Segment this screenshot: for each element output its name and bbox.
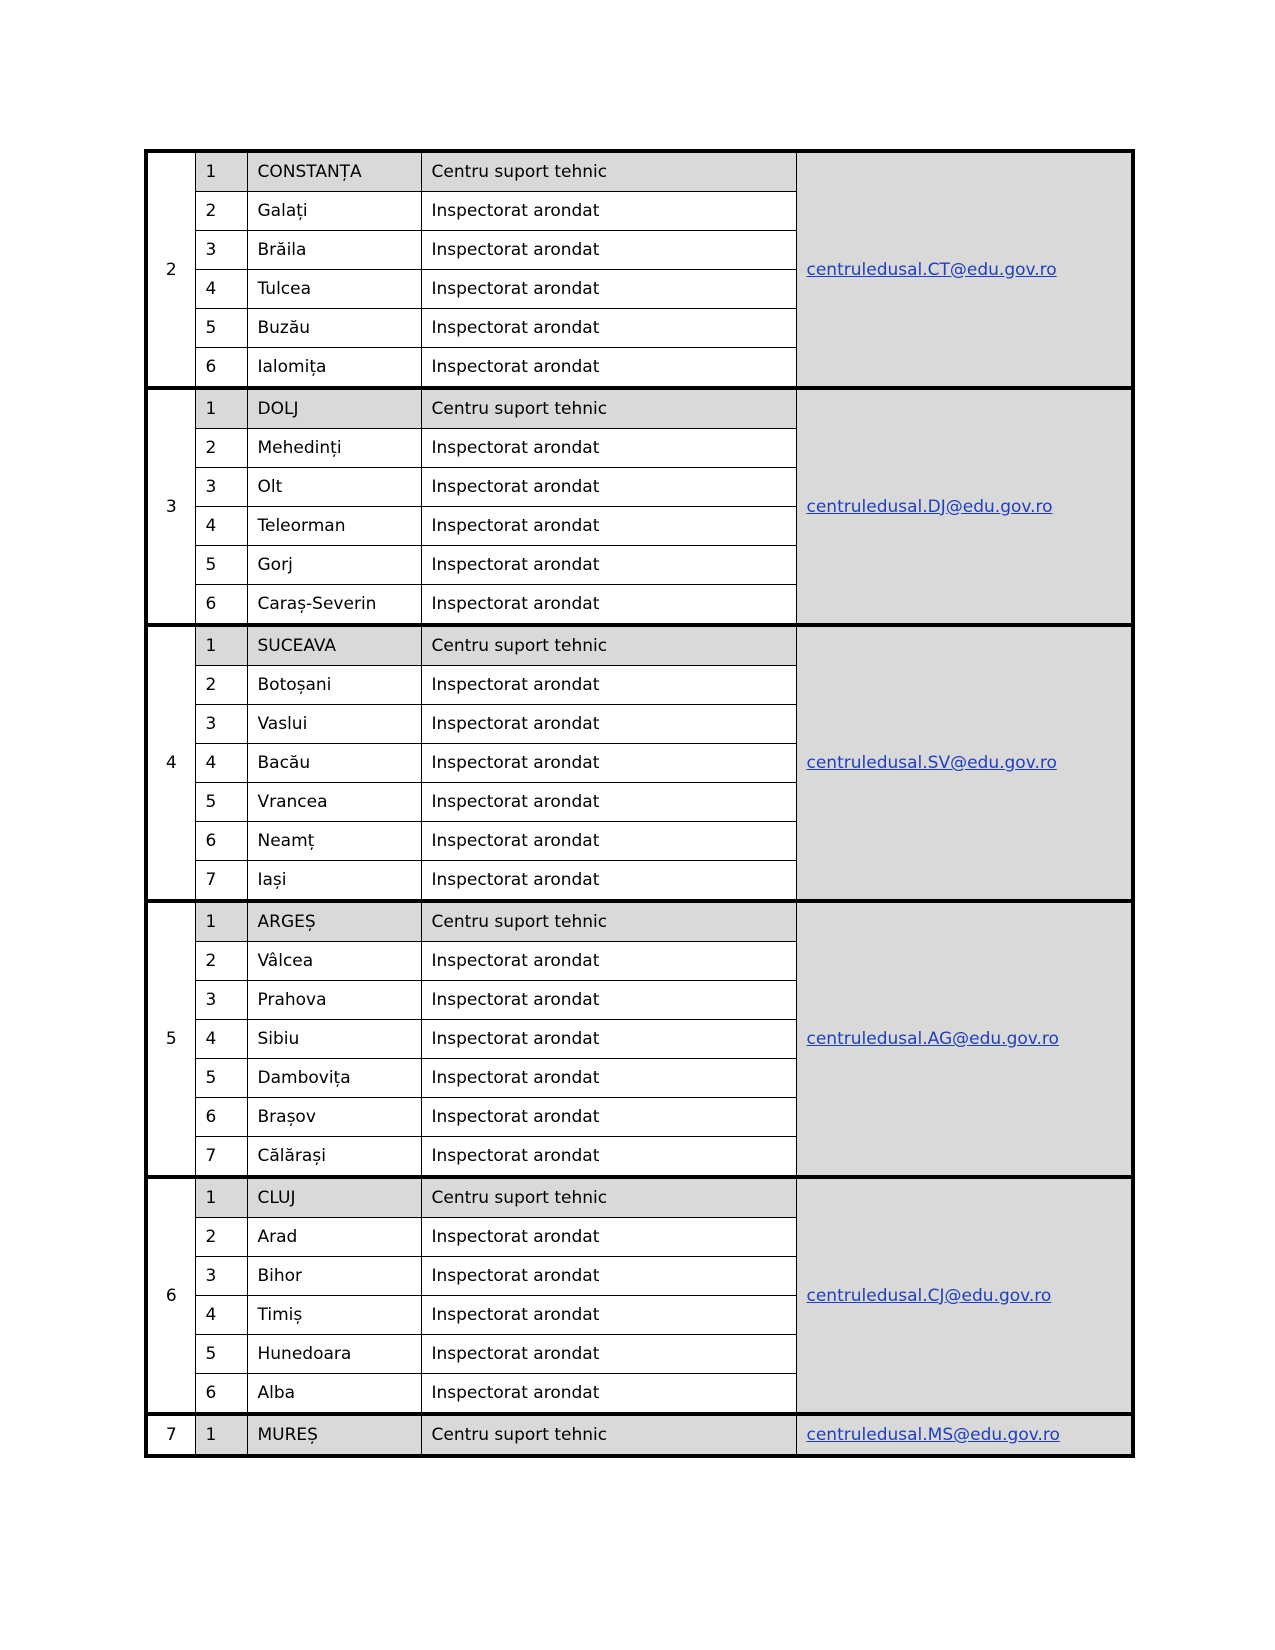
row-number: 4 (195, 270, 247, 309)
county-name: Tulcea (247, 270, 421, 309)
email-link[interactable]: centruledusal.AG@edu.gov.ro (806, 1029, 1059, 1049)
county-name: Bacău (247, 744, 421, 783)
county-name: Timiș (247, 1296, 421, 1335)
county-name: Buzău (247, 309, 421, 348)
role-label: Centru suport tehnic (421, 1414, 796, 1456)
county-name: Caraș-Severin (247, 585, 421, 626)
county-name: Galați (247, 192, 421, 231)
county-name: MUREȘ (247, 1414, 421, 1456)
region-number: 5 (146, 901, 195, 1177)
row-number: 4 (195, 744, 247, 783)
county-name: Neamț (247, 822, 421, 861)
role-label: Inspectorat arondat (421, 348, 796, 389)
county-name: Vrancea (247, 783, 421, 822)
region-number: 4 (146, 625, 195, 901)
role-label: Inspectorat arondat (421, 192, 796, 231)
table-row (146, 901, 1133, 942)
row-number: 3 (195, 981, 247, 1020)
role-label: Inspectorat arondat (421, 585, 796, 626)
role-label: Inspectorat arondat (421, 1098, 796, 1137)
table-row (146, 151, 1133, 192)
table-row (146, 388, 1133, 429)
county-name: ARGEȘ (247, 901, 421, 942)
row-number: 7 (195, 861, 247, 902)
county-name: Gorj (247, 546, 421, 585)
role-label: Inspectorat arondat (421, 546, 796, 585)
row-number: 2 (195, 666, 247, 705)
county-name: Vâlcea (247, 942, 421, 981)
row-number: 3 (195, 468, 247, 507)
county-name: DOLJ (247, 388, 421, 429)
email-link[interactable]: centruledusal.CT@edu.gov.ro (806, 259, 1057, 280)
email-link[interactable]: centruledusal.SV@edu.gov.ro (806, 753, 1057, 773)
county-name: Prahova (247, 981, 421, 1020)
region-number: 3 (146, 388, 195, 625)
role-label: Inspectorat arondat (421, 861, 796, 902)
row-number: 6 (195, 585, 247, 626)
table-row (146, 1414, 1133, 1456)
row-number: 5 (195, 783, 247, 822)
role-label: Inspectorat arondat (421, 1020, 796, 1059)
row-number: 5 (195, 1059, 247, 1098)
county-name: Iași (247, 861, 421, 902)
email-link[interactable]: centruledusal.MS@edu.gov.ro (806, 1425, 1060, 1445)
row-number: 1 (195, 1177, 247, 1218)
email-link[interactable]: centruledusal.DJ@edu.gov.ro (806, 496, 1053, 517)
email-cell (796, 625, 1133, 901)
role-label: Centru suport tehnic (421, 625, 796, 666)
row-number: 3 (195, 705, 247, 744)
county-name: CONSTANȚA (247, 151, 421, 192)
county-name: Ialomița (247, 348, 421, 389)
role-label: Inspectorat arondat (421, 507, 796, 546)
row-number: 1 (195, 388, 247, 429)
role-label: Inspectorat arondat (421, 666, 796, 705)
role-label: Inspectorat arondat (421, 744, 796, 783)
role-label: Inspectorat arondat (421, 1137, 796, 1178)
role-label: Inspectorat arondat (421, 270, 796, 309)
county-name: Brăila (247, 231, 421, 270)
role-label: Centru suport tehnic (421, 1177, 796, 1218)
row-number: 4 (195, 507, 247, 546)
region-number: 7 (146, 1414, 195, 1456)
role-label: Inspectorat arondat (421, 468, 796, 507)
county-name: Dambovița (247, 1059, 421, 1098)
role-label: Inspectorat arondat (421, 1218, 796, 1257)
row-number: 3 (195, 231, 247, 270)
email-cell (796, 1414, 1133, 1456)
role-label: Inspectorat arondat (421, 429, 796, 468)
role-label: Inspectorat arondat (421, 822, 796, 861)
region-number: 2 (146, 151, 195, 388)
row-number: 4 (195, 1020, 247, 1059)
table-row (146, 625, 1133, 666)
county-name: Arad (247, 1218, 421, 1257)
role-label: Centru suport tehnic (421, 901, 796, 942)
role-label: Centru suport tehnic (421, 151, 796, 192)
regions-table (144, 149, 1135, 1458)
county-name: CLUJ (247, 1177, 421, 1218)
row-number: 5 (195, 309, 247, 348)
row-number: 2 (195, 192, 247, 231)
email-link[interactable]: centruledusal.CJ@edu.gov.ro (806, 1285, 1052, 1306)
row-number: 2 (195, 429, 247, 468)
role-label: Inspectorat arondat (421, 1335, 796, 1374)
county-name: Brașov (247, 1098, 421, 1137)
row-number: 1 (195, 1414, 247, 1456)
county-name: Sibiu (247, 1020, 421, 1059)
role-label: Inspectorat arondat (421, 1374, 796, 1415)
role-label: Inspectorat arondat (421, 309, 796, 348)
role-label: Inspectorat arondat (421, 942, 796, 981)
role-label: Inspectorat arondat (421, 231, 796, 270)
role-label: Centru suport tehnic (421, 388, 796, 429)
row-number: 6 (195, 1098, 247, 1137)
row-number: 6 (195, 822, 247, 861)
row-number: 1 (195, 625, 247, 666)
email-cell (796, 151, 1133, 388)
row-number: 1 (195, 151, 247, 192)
role-label: Inspectorat arondat (421, 1296, 796, 1335)
county-name: Teleorman (247, 507, 421, 546)
table-row (146, 1177, 1133, 1218)
email-cell (796, 901, 1133, 1177)
row-number: 7 (195, 1137, 247, 1178)
county-name: Olt (247, 468, 421, 507)
county-name: Alba (247, 1374, 421, 1415)
role-label: Inspectorat arondat (421, 783, 796, 822)
row-number: 5 (195, 546, 247, 585)
row-number: 2 (195, 1218, 247, 1257)
county-name: Mehedinți (247, 429, 421, 468)
county-name: Vaslui (247, 705, 421, 744)
role-label: Inspectorat arondat (421, 705, 796, 744)
regions-table-body (146, 151, 1133, 1456)
row-number: 6 (195, 348, 247, 389)
email-cell (796, 1177, 1133, 1414)
region-number: 6 (146, 1177, 195, 1414)
email-cell (796, 388, 1133, 625)
row-number: 2 (195, 942, 247, 981)
county-name: SUCEAVA (247, 625, 421, 666)
row-number: 5 (195, 1335, 247, 1374)
row-number: 6 (195, 1374, 247, 1415)
role-label: Inspectorat arondat (421, 1257, 796, 1296)
role-label: Inspectorat arondat (421, 981, 796, 1020)
row-number: 4 (195, 1296, 247, 1335)
row-number: 3 (195, 1257, 247, 1296)
county-name: Botoșani (247, 666, 421, 705)
row-number: 1 (195, 901, 247, 942)
role-label: Inspectorat arondat (421, 1059, 796, 1098)
county-name: Hunedoara (247, 1335, 421, 1374)
county-name: Bihor (247, 1257, 421, 1296)
county-name: Călărași (247, 1137, 421, 1178)
